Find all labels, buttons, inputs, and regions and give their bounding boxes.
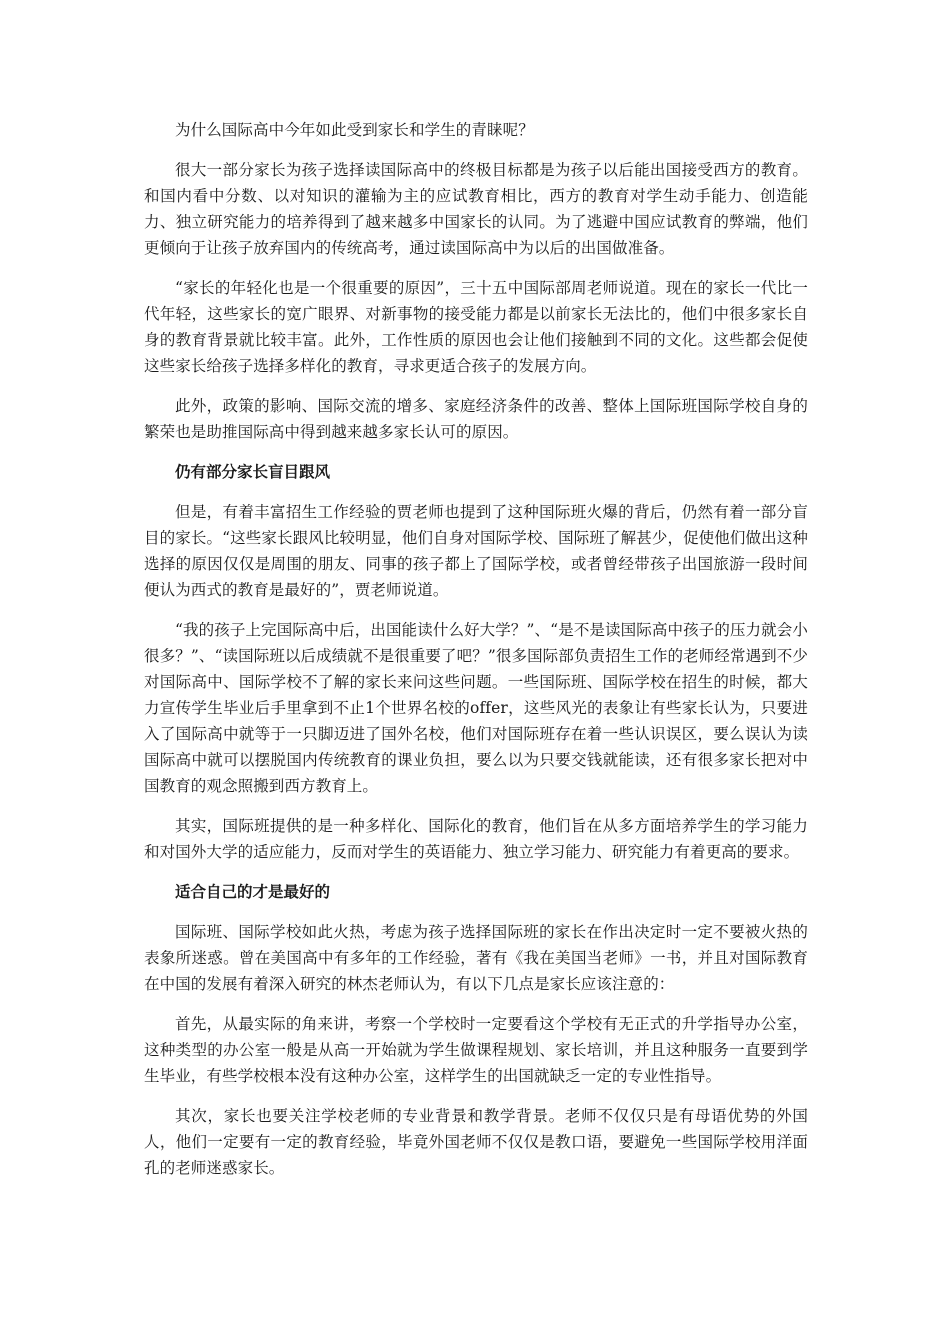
- section-heading-follow-trend: 仍有部分家长盲目跟风: [175, 462, 331, 481]
- document-page: [144, 117, 808, 1195]
- paragraph-goal: 很大一部分家长为孩子选择读国际高中的终极目标都是为孩子以后能出国接受西方的教育。和国内看中分数、以对知识的灌输为主的应试教育相比，西方的教育对学生动手能力、创造能力、独立研究能力的培养得到了越来越多中国家长的认同。为了逃避中国应试教育的弊端，他们更倾向于让孩子放弃国内的传统高考，通过读国际高中为以后的出国做准备。: [144, 161, 808, 257]
- section-heading-suitable: 适合自己的才是最好的: [175, 882, 331, 901]
- paragraph-lin-jie: 国际班、国际学校如此火热，考虑为孩子选择国际班的家长在作出决定时一定不要被火热的表象所迷惑。曾在美国高中有多年的工作经验，著有《我在美国当老师》一书，并且对国际教育在中国的发展有着深入研究的林杰老师认为，有以下几点是家长应该注意的：: [144, 923, 808, 993]
- intro-question: 为什么国际高中今年如此受到家长和学生的青睐呢？: [175, 121, 534, 139]
- paragraph-policy: 此外，政策的影响、国际交流的增多、家庭经济条件的改善、整体上国际班国际学校自身的繁荣也是助推国际高中得到越来越多家长认可的原因。: [144, 397, 808, 441]
- paragraph-young-parents: “家长的年轻化也是一个很重要的原因”，三十五中国际部周老师说道。现在的家长一代比一代年轻，这些家长的宽广眼界、对新事物的接受能力都是以前家长无法比的，他们中很多家长自身的教育背景就比较丰富。此外，工作性质的原因也会让他们接触到不同的文化。这些都会促使这些家长给孩子选择多样化的教育，寻求更适合孩子的发展方向。: [144, 279, 808, 375]
- paragraph-teacher-jia: 但是，有着丰富招生工作经验的贾老师也提到了这种国际班火爆的背后，仍然有着一部分盲目的家长。“这些家长跟风比较明显，他们自身对国际学校、国际班了解甚少，促使他们做出这种选择的原因仅仅是周围的朋友、同事的孩子都上了国际学校，或者曾经带孩子出国旅游一段时间便认为西式的教育是最好的”，贾老师说道。: [144, 503, 808, 599]
- paragraph-first: 首先，从最实际的角来讲，考察一个学校时一定要看这个学校有无正式的升学指导办公室，这种类型的办公室一般是从高一开始就为学生做课程规划、家长培训，并且这种服务一直要到学生毕业，有些学校根本没有这种办公室，这样学生的出国就缺乏一定的专业性指导。: [144, 1015, 808, 1085]
- paragraph-in-fact: 其实，国际班提供的是一种多样化、国际化的教育，他们旨在从多方面培养学生的学习能力和对国外大学的适应能力，反而对学生的英语能力、独立学习能力、研究能力有着更高的要求。: [144, 817, 808, 861]
- paragraph-questions: “我的孩子上完国际高中后，出国能读什么好大学？”、“是不是读国际高中孩子的压力就会小很多？”、“读国际班以后成绩就不是很重要了吧？”很多国际部负责招生工作的老师经常遇到不少对国际高中、国际学校不了解的家长来问这些问题。一些国际班、国际学校在招生的时候，都大力宣传学生毕业后手里拿到不止1个世界名校的offer，这些风光的表象让有些家长认为，只要进入了国际高中就等于一只脚迈进了国外名校，他们对国际班存在着一些认识误区，要么误认为读国际高中就可以摆脱国内传统教育的课业负担，要么以为只要交钱就能读，还有很多家长把对中国教育的观念照搬到西方教育上。: [144, 621, 808, 795]
- paragraph-second: 其次，家长也要关注学校老师的专业背景和教学背景。老师不仅仅只是有母语优势的外国人，他们一定要有一定的教育经验，毕竟外国老师不仅仅是教口语，要避免一些国际学校用洋面孔的老师迷惑家长。: [144, 1107, 808, 1177]
